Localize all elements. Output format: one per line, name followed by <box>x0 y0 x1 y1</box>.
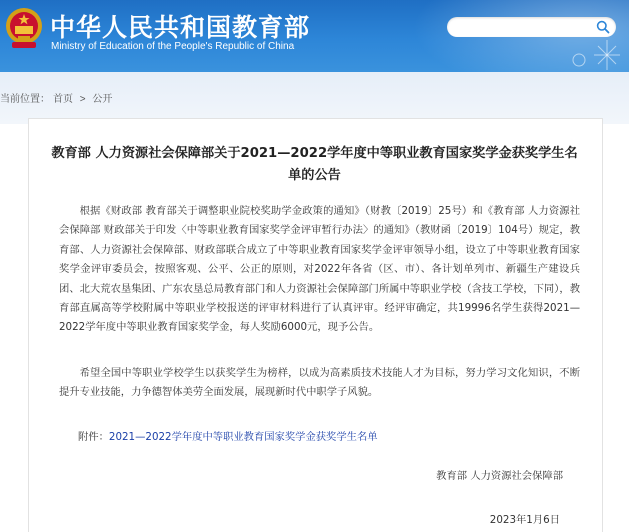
site-header <box>0 0 629 72</box>
attachment-line <box>78 428 378 443</box>
article-paragraph: 根据《财政部 教育部关于调整职业院校奖助学金政策的通知》（财教〔2019〕25号）和《教育部 人力资源社会保障部 财政部关于印发〈中等职业教育国家奖学金评审暂行办法〉的通知》（教财函〔2019〕104号）规定，教育部、人力资源社会保障部、财政部联合成立了中等职业教育国家奖学金评审领导小组，设立了中等职业教育国家奖学金评审委员会，按照客观、公平、公正的原则，对2022年各省（区、市）、各计划单列市、新疆生产建设兵团、北大荒农垦集团、广东农垦总局教育部门和人力资源社会保障部门所属中等职业学校（含技工学校，下同），教育部直属高等学校附属中等职业学校报送的评审材料进行了认真评审。经评审确定，共19996名学生获得2021—2022学年度中等职业教育国家奖学金，每人奖励6000元，现予公告。 <box>59 205 580 334</box>
breadcrumb-prefix: 当前位置： <box>0 94 50 105</box>
signature: 教育部 人力资源社会保障部 <box>436 470 563 482</box>
publish-date: 2023年1月6日 <box>489 514 560 526</box>
breadcrumb-current-link[interactable]: 公开 <box>92 94 113 105</box>
article-title: 教育部 人力资源社会保障部关于2021—2022学年度中等职业教育国家奖学金获奖学生名单的公告 <box>51 146 578 183</box>
breadcrumb-separator: > <box>79 94 86 105</box>
search-icon[interactable] <box>596 20 610 34</box>
site-subtitle: Ministry of Education of the People's Republic of China <box>51 41 295 52</box>
national-emblem-icon[interactable] <box>4 6 44 52</box>
search-input[interactable] <box>457 19 587 35</box>
breadcrumb-home-link[interactable]: 首页 <box>53 94 73 105</box>
search-box[interactable] <box>447 17 616 37</box>
breadcrumb <box>0 90 112 105</box>
article-paragraph: 希望全国中等职业学校学生以获奖学生为榜样，以成为高素质技术技能人才为目标，努力学习文化知识，不断提升专业技能，力争德智体美劳全面发展，展现新时代中职学子风貌。 <box>59 367 580 399</box>
snowflake-decoration-icon <box>567 38 625 72</box>
site-title[interactable]: 中华人民共和国教育部 <box>50 13 311 42</box>
attachment-label: 附件： <box>78 431 109 443</box>
attachment-link[interactable]: 2021—2022学年度中等职业教育国家奖学金获奖学生名单 <box>108 431 378 443</box>
